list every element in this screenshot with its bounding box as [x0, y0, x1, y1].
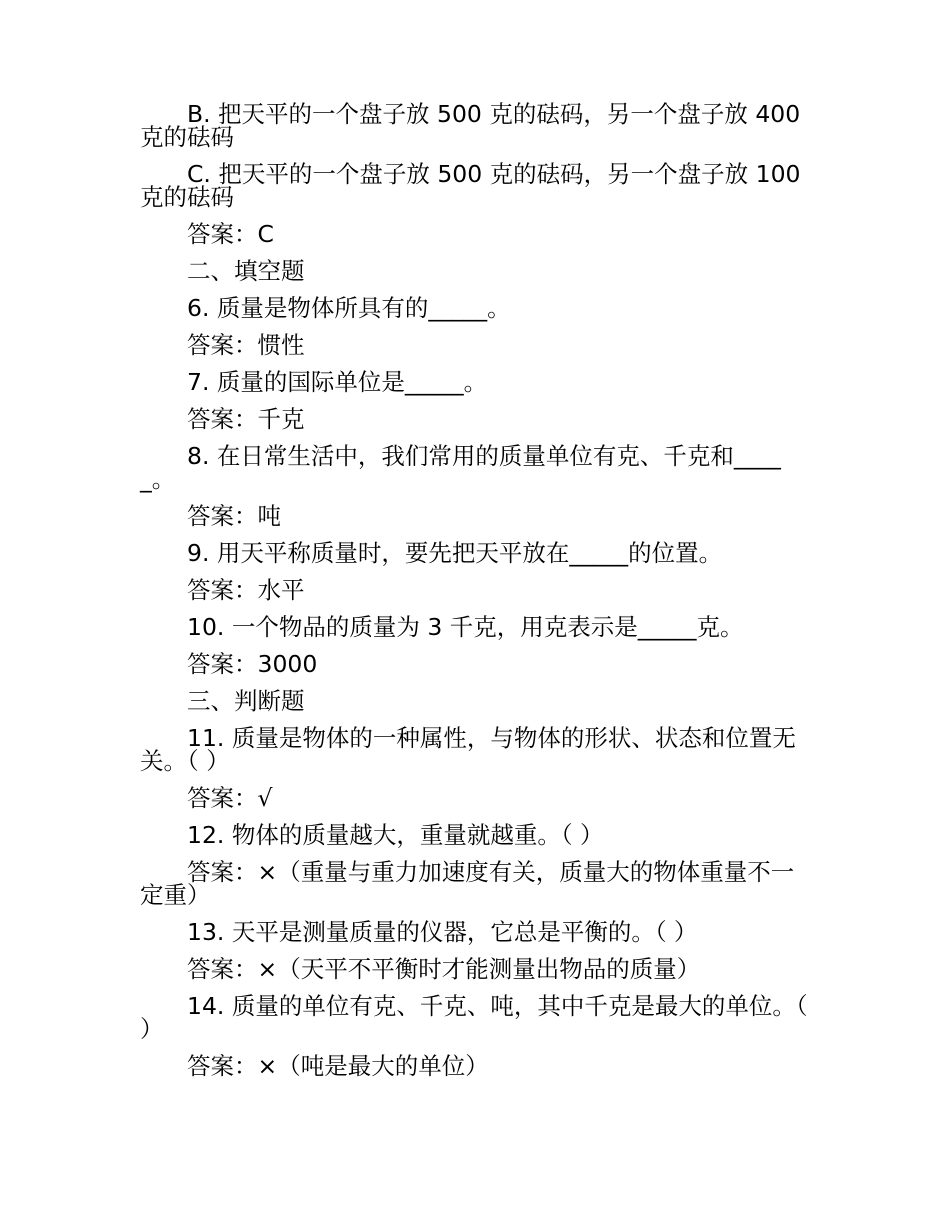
answer-line: 答案：C	[187, 220, 274, 248]
option-c-line: C. 把天平的一个盘子放 500 克的砝码，另一个盘子放 100 克的砝码	[140, 160, 801, 211]
question-9: 9. 用天平称质量时，要先把天平放在_____的位置。	[187, 539, 723, 567]
question-12: 12. 物体的质量越大，重量就越重。（ ）	[187, 821, 604, 849]
question-7: 7. 质量的国际单位是_____。	[187, 368, 488, 396]
question-8: 8. 在日常生活中，我们常用的质量单位有克、千克和_____。	[140, 442, 781, 493]
answer-14: 答案：×（吨是最大的单位）	[187, 1052, 489, 1080]
answer-9: 答案：水平	[187, 576, 305, 604]
answer-12: 答案：×（重量与重力加速度有关，质量大的物体重量不一定重）	[140, 858, 795, 909]
question-10: 10. 一个物品的质量为 3 千克，用克表示是_____克。	[187, 613, 744, 641]
answer-7: 答案：千克	[187, 405, 305, 433]
question-13: 13. 天平是测量质量的仪器，它总是平衡的。（ ）	[187, 918, 698, 946]
answer-13: 答案：×（天平不平衡时才能测量出物品的质量）	[187, 955, 701, 983]
question-6: 6. 质量是物体所具有的_____。	[187, 294, 511, 322]
question-11: 11. 质量是物体的一种属性，与物体的形状、状态和位置无关。（ ）	[140, 724, 796, 775]
answer-10: 答案：3000	[187, 650, 318, 678]
answer-8: 答案：吨	[187, 502, 281, 530]
option-b-line: B. 把天平的一个盘子放 500 克的砝码，另一个盘子放 400 克的砝码	[140, 100, 801, 151]
question-14: 14. 质量的单位有克、千克、吨，其中千克是最大的单位。（ ）	[140, 992, 808, 1043]
answer-6: 答案：惯性	[187, 331, 305, 359]
section-heading-true-false: 三、判断题	[187, 687, 305, 715]
document-body	[140, 100, 812, 1092]
answer-11: 答案：√	[187, 784, 273, 812]
section-heading-fill-in: 二、填空题	[187, 257, 305, 285]
